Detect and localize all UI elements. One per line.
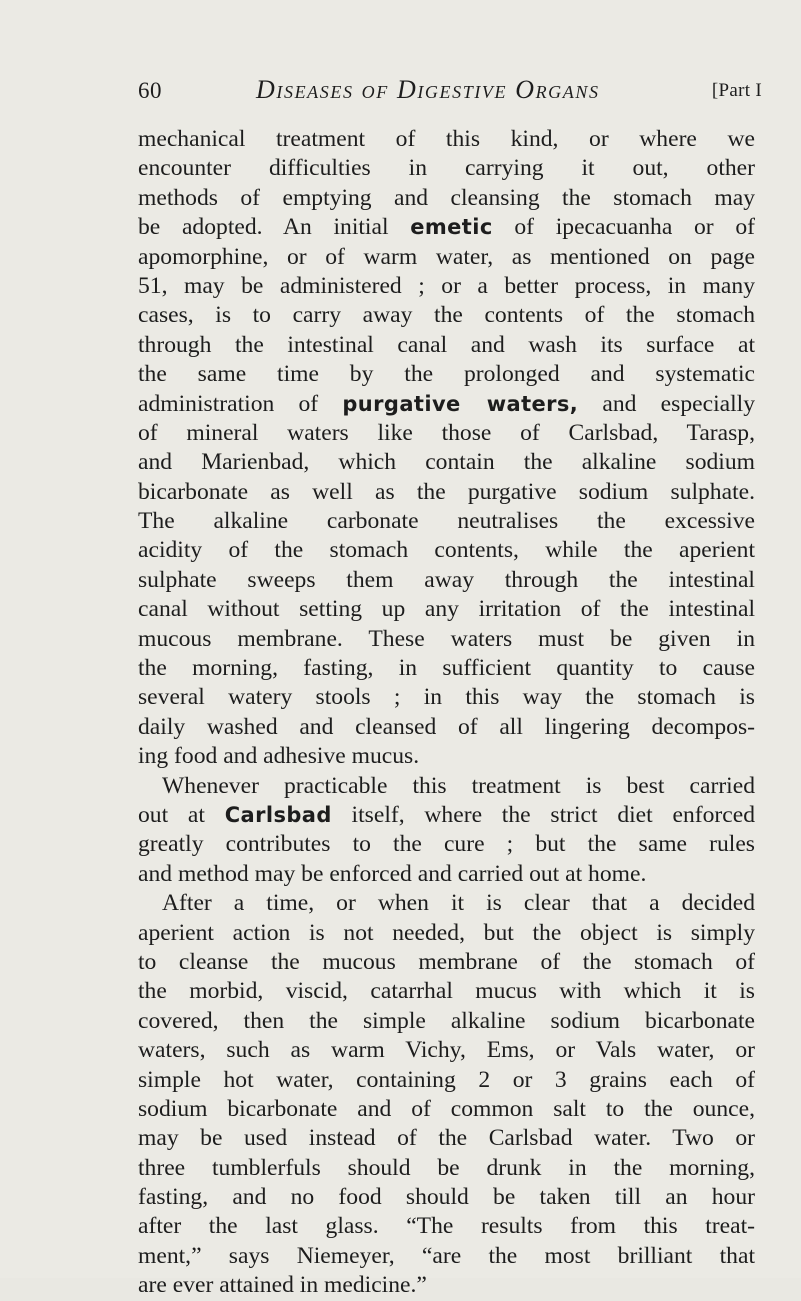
text-run: administration of	[138, 390, 343, 417]
text-line	[138, 1212, 755, 1241]
text-line	[138, 536, 755, 565]
text-line	[138, 478, 755, 507]
text-line	[138, 595, 755, 624]
text-line	[138, 1036, 755, 1065]
text-line	[138, 1183, 755, 1212]
paragraph	[138, 772, 755, 890]
text-run: canal without setting up any irritation of the intestinal	[138, 596, 755, 623]
bold-term: emetic	[410, 215, 493, 240]
text-run: of ipecacuanha or of	[492, 214, 755, 241]
text-run: sodium bicarbonate and of common salt to the ounce,	[138, 1095, 755, 1122]
text-run: apomorphine, or of warm water, as mentioned on page	[138, 243, 755, 270]
text-line	[138, 566, 755, 595]
text-run: three tumblerfuls should be drunk in the morning,	[138, 1154, 755, 1181]
text-run: ing food and adhesive mucus.	[138, 743, 420, 770]
running-title: Diseases of Digestive Organs	[256, 75, 600, 104]
text-line	[138, 507, 755, 536]
paragraph	[138, 125, 755, 772]
text-run: simple hot water, containing 2 or 3 grains each of	[138, 1066, 755, 1093]
text-run: are ever attained in medicine.”	[138, 1272, 427, 1299]
text-run: several watery stools ; in this way the stomach is	[138, 684, 755, 711]
text-line	[138, 830, 755, 859]
text-run: out at	[138, 801, 225, 828]
text-run: sulphate sweeps them away through the intestinal	[138, 566, 755, 593]
text-line	[138, 625, 755, 654]
text-line	[138, 154, 755, 183]
text-run: mucous membrane. These waters must be given in	[138, 625, 755, 652]
text-run: bicarbonate as well as the purgative sodium sulphate.	[138, 478, 755, 505]
text-run: waters, such as warm Vichy, Ems, or Vals water, or	[138, 1037, 755, 1064]
running-head	[138, 75, 762, 118]
text-run: encounter difficulties in carrying it out, other	[138, 155, 755, 182]
text-run: mechanical treatment of this kind, or where we	[138, 126, 755, 152]
text-line	[138, 213, 755, 242]
text-run: may be used instead of the Carlsbad water. Two or	[138, 1125, 755, 1152]
text-run: covered, then the simple alkaline sodium bicarbonate	[138, 1007, 755, 1034]
text-line	[138, 1242, 755, 1271]
text-run: fasting, and no food should be taken till an hour	[138, 1184, 755, 1211]
text-line	[138, 360, 755, 389]
text-run: be adopted. An initial	[138, 214, 411, 241]
text-line	[138, 448, 755, 477]
text-run: the morning, fasting, in sufficient quantity to cause	[138, 655, 755, 682]
text-run: 51, may be administered ; or a better process, in many	[138, 272, 755, 299]
text-line	[138, 772, 755, 801]
part-label: [Part I	[711, 80, 762, 101]
text-run: of mineral waters like those of Carlsbad, Tarasp,	[138, 419, 755, 446]
bold-term: Carlsbad	[224, 802, 332, 827]
body-text	[138, 125, 755, 1301]
text-line	[138, 977, 755, 1006]
text-line	[138, 919, 755, 948]
text-line	[138, 1271, 755, 1300]
paragraph	[138, 889, 755, 1300]
page-number: 60	[138, 78, 162, 103]
text-run: the morbid, viscid, catarrhal mucus with which it is	[138, 978, 755, 1005]
text-line	[138, 948, 755, 977]
text-line	[138, 742, 755, 771]
text-line	[138, 683, 755, 712]
text-line	[138, 125, 755, 154]
text-line	[138, 1066, 755, 1095]
text-run: Whenever practicable this treatment is best carried	[162, 772, 755, 799]
text-line	[138, 301, 755, 330]
text-run: daily washed and cleansed of all lingering decompos-	[138, 713, 755, 740]
text-line	[138, 1154, 755, 1183]
text-line	[138, 419, 755, 448]
text-line	[138, 654, 755, 683]
text-line	[138, 1095, 755, 1124]
text-run: to cleanse the mucous membrane of the stomach of	[138, 948, 755, 975]
text-run: itself, where the strict diet enforced	[331, 801, 755, 828]
text-run: cases, is to carry away the contents of the stomach	[138, 302, 755, 329]
text-run: and method may be enforced and carried out at home.	[138, 860, 647, 887]
text-run: greatly contributes to the cure ; but the same rules	[138, 831, 755, 858]
text-line	[138, 272, 755, 301]
text-line	[138, 801, 755, 830]
text-run: The alkaline carbonate neutralises the excessive	[138, 508, 755, 535]
text-run: aperient action is not needed, but the object is simply	[138, 919, 755, 946]
text-run: and especially	[578, 390, 756, 417]
text-run: methods of emptying and cleansing the stomach may	[138, 184, 755, 211]
text-run: and Marienbad, which contain the alkaline sodium	[138, 449, 755, 476]
text-line	[138, 1124, 755, 1153]
text-line	[138, 184, 755, 213]
text-line	[138, 331, 755, 360]
text-run: After a time, or when it is clear that a decided	[162, 890, 755, 917]
text-run: after the last glass. “The results from this treat-	[138, 1213, 755, 1240]
text-run: through the intestinal canal and wash its surface at	[138, 331, 755, 358]
text-line	[138, 860, 755, 889]
text-line	[138, 1007, 755, 1036]
text-line	[138, 390, 755, 419]
text-line	[138, 713, 755, 742]
text-run: acidity of the stomach contents, while the aperient	[138, 537, 755, 564]
text-run: the same time by the prolonged and systematic	[138, 361, 755, 388]
bold-term: purgative waters,	[342, 391, 579, 416]
text-line	[138, 889, 755, 918]
text-run: ment,” says Niemeyer, “are the most brilliant that	[138, 1242, 755, 1269]
text-line	[138, 243, 755, 272]
